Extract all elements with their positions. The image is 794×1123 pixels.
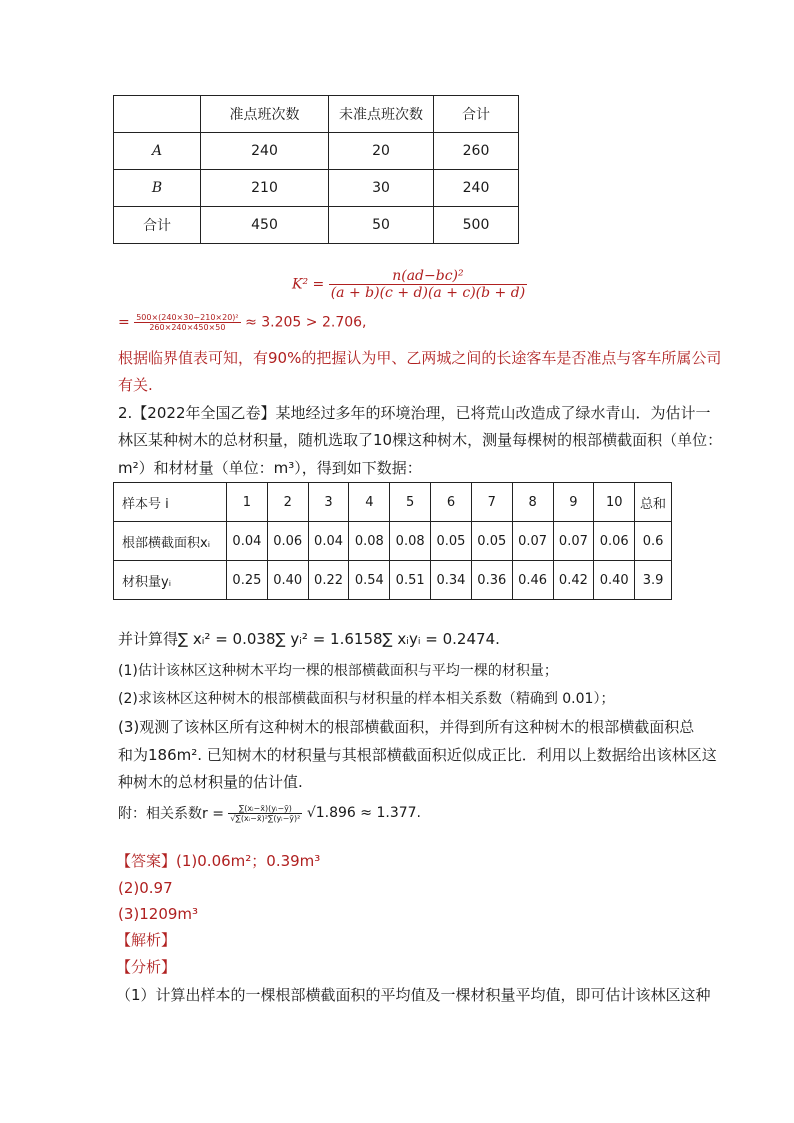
appendix-prefix: 附：相关系数r = [118,806,224,822]
calc-fraction [134,313,240,332]
table-cell: 450 [201,207,329,244]
k-squared-formula [292,268,527,301]
conclusion-line: 有关. [118,376,153,394]
calc-numerator: 500×(240×30−210×20)² [136,313,239,322]
answer-1: (1)0.06m²；0.39m³ [176,852,321,870]
table-header: 合计 [434,96,519,133]
table-cell: 8 [512,483,553,522]
table-row [114,483,672,522]
question-line: (3)观测了该林区所有这种树木的根部横截面积，并得到所有这种树木的根部横截面积总 [118,718,695,736]
table-row-label: 样本号 i [114,483,227,522]
problem-line: 林区某种树木的总材积量，随机选取了10棵这种树木，测量每棵树的根部横截面积（单位： [118,431,723,449]
table-cell: 总和 [635,483,672,522]
analysis-text: （1）计算出样本的一棵根部横截面积的平均值及一棵材积量平均值，即可估计该林区这种 [116,986,711,1004]
table-cell: 20 [329,133,434,170]
k-squared-calculation: = $\frac{\text{500×(240×30−210×20)²}}{260\times 240\times 450\times 50}$ ≈ 3.205 > 2.706, [118,313,367,332]
answer-line [116,850,320,872]
table-cell: 1 [227,483,268,522]
appendix-formula [118,803,421,823]
table-row [114,522,672,561]
table-cell: 3 [308,483,349,522]
table-cell: 0.36 [471,561,512,600]
answer-2: (2)0.97 [118,879,173,897]
table-cell: 240 [434,170,519,207]
analysis-subheading: 【分析】 [116,958,177,976]
table-cell: 9 [553,483,594,522]
contingency-table [113,95,519,244]
table-cell: 0.05 [431,522,472,561]
table-cell: 0.06 [267,522,308,561]
question-line: 种树木的总材积量的估计值. [118,773,303,791]
table-row-label: 材积量yᵢ [114,561,227,600]
conclusion-line: 根据临界值表可知，有90%的把握认为甲、乙两城之间的长途客车是否准点与客车所属公司 [118,349,722,367]
appendix-suffix: √1.896 ≈ 1.377. [306,805,421,821]
table-cell: 7 [471,483,512,522]
table-cell: 合计 [114,207,201,244]
appendix-denominator: √∑(xᵢ−x̄)²∑(yᵢ−ȳ)² [230,813,301,823]
table-header-row [114,96,519,133]
answer-label: 【答案】 [116,852,177,870]
table-cell: 0.54 [349,561,390,600]
problem-line: 2.【2022年全国乙卷】某地经过多年的环境治理，已将荒山改造成了绿水青山．为估计一 [118,404,711,422]
table-cell: 0.04 [227,522,268,561]
table-cell: 2 [267,483,308,522]
table-cell: 0.08 [390,522,431,561]
table-cell: 4 [349,483,390,522]
table-cell: 0.34 [431,561,472,600]
table-cell: 0.22 [308,561,349,600]
data-table [113,482,672,600]
table-cell: 0.25 [227,561,268,600]
table-row [114,561,672,600]
table-cell: 0.06 [594,522,635,561]
formula-numerator: n(ad−bc)² [329,268,527,285]
table-cell: 240 [201,133,329,170]
table-cell: 0.04 [308,522,349,561]
formula-lhs: K² = [292,276,325,293]
table-row [114,133,519,170]
table-cell: 0.07 [553,522,594,561]
problem-line: m²）和材材量（单位：m³），得到如下数据： [118,459,422,477]
table-cell: 6 [431,483,472,522]
table-cell: 0.05 [471,522,512,561]
question-line: (1)估计该林区这种树木平均一棵的根部横截面积与平均一棵的材积量； [118,663,558,679]
table-cell: 0.08 [349,522,390,561]
table-cell: 0.40 [267,561,308,600]
formula-fraction [329,268,527,301]
formula-denominator: (a + b)(c + d)(a + c)(b + d) [330,285,526,301]
question-line: 和为186m². 已知树木的材积量与其根部横截面积近似成正比．利用以上数据给出该林区这 [118,746,717,764]
table-cell: 0.07 [512,522,553,561]
table-header: 准点班次数 [201,96,329,133]
table-cell: 0.51 [390,561,431,600]
table-cell: 5 [390,483,431,522]
table-cell: 10 [594,483,635,522]
appendix-fraction [228,804,302,823]
table-cell: A [114,133,201,170]
table-cell: 30 [329,170,434,207]
table-cell: 50 [329,207,434,244]
table-cell: 0.40 [594,561,635,600]
table-cell: 260 [434,133,519,170]
table-header: 未准点班次数 [329,96,434,133]
table-cell: 500 [434,207,519,244]
calc-result: ≈ 3.205 > 2.706, [245,314,367,331]
answer-3: (3)1209m³ [118,905,199,923]
question-line: (2)求该林区这种树木的根部横截面积与材积量的样本相关系数（精确到 0.01）； [118,691,615,707]
table-cell: 0.42 [553,561,594,600]
sums-line: 并计算得∑ xᵢ² = 0.038∑ yᵢ² = 1.6158∑ xᵢyᵢ = 0.2474. [118,630,500,648]
table-cell: 0.46 [512,561,553,600]
appendix-numerator: ∑(xᵢ−x̄)(yᵢ−ȳ) [228,804,302,814]
analysis-label: 【解析】 [116,931,177,949]
table-cell [114,96,201,133]
calc-denominator: 260×240×450×50 [149,323,226,332]
table-cell: 0.6 [635,522,672,561]
table-cell: B [114,170,201,207]
table-row-label: 根部横截面积xᵢ [114,522,227,561]
table-row [114,170,519,207]
table-cell: 210 [201,170,329,207]
table-row [114,207,519,244]
table-cell: 3.9 [635,561,672,600]
